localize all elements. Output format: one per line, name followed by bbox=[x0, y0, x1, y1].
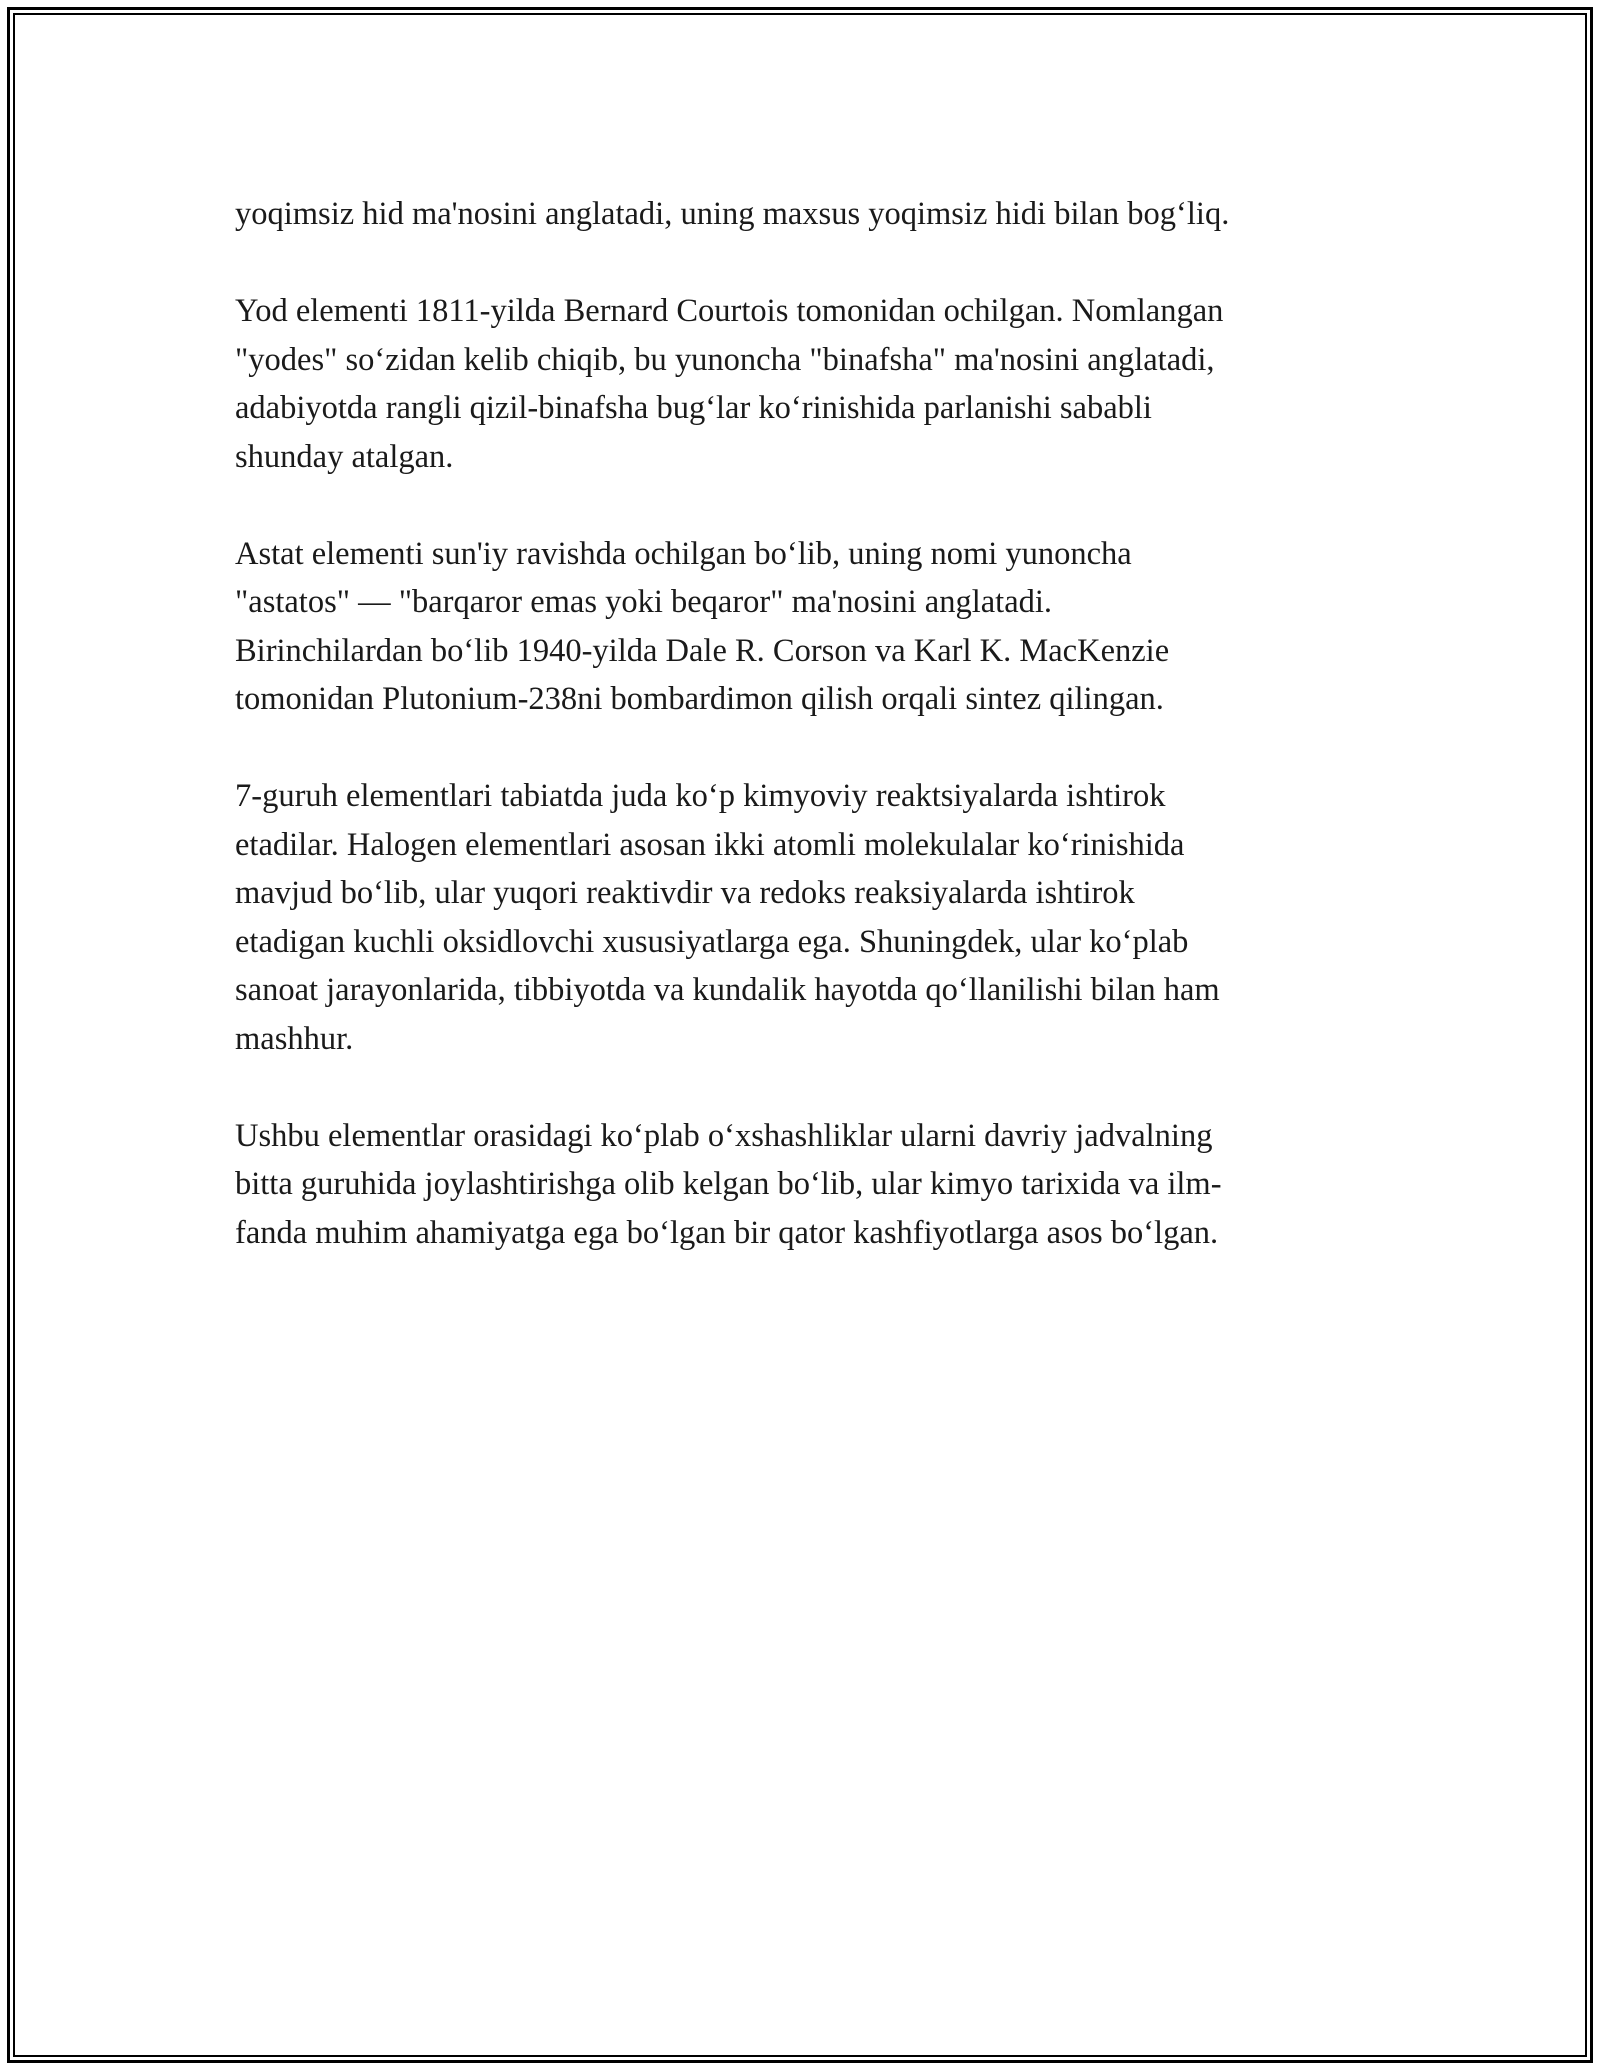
paragraph-3: Astat elementi sun'iy ravishda ochilgan bo‘lib, uning nomi yunoncha "astatos" — "barqaror emas yoki beqaror" ma'nosini anglatadi. Birinchilardan bo‘lib 1940-yilda Dale R. Corson va Karl K. MacKenzie tomonidan Plutonium-238ni bombardimon qilish orqali sintez qilingan. bbox=[235, 535, 1170, 717]
paragraph-5: Ushbu elementlar orasidagi ko‘plab o‘xshashliklar ularni davriy jadvalning bitta guruhida joylashtirishga olib kelgan bo‘lib, ular kimyo tarixida va ilm- fanda muhim ahamiyatga ega bo‘lgan bir qator kashfiyotlarga asos bo‘lgan. bbox=[235, 1117, 1222, 1251]
paragraph-4: 7-guruh elementlari tabiatda juda ko‘p kimyoviy reaktsiyalarda ishtirok etadilar. Halogen elementlari asosan ikki atomli molekulalar ko‘rinishida mavjud bo‘lib, ular yuqori reaktivdir va redoks reaksiyalarda ishtirok etadigan kuchli oksidlovchi xususiyatlarga ega. Shuningdek, ular ko‘plab sanoat jarayonlarida, tibbiyotda va kundalik hayotda qo‘llanilishi bilan ham mashhur. bbox=[235, 778, 1220, 1057]
paragraph-2: Yod elementi 1811-yilda Bernard Courtois tomonidan ochilgan. Nomlangan "yodes" so‘zidan kelib chiqib, bu yunoncha "binafsha" ma'nosini anglatadi, adabiyotda rangli qizil-binafsha bug‘lar ko‘rinishida parlanishi sababli shunday atalgan. bbox=[235, 293, 1224, 475]
paragraph-1: yoqimsiz hid ma'nosini anglatadi, uning maxsus yoqimsiz hidi bilan bog‘liq. bbox=[235, 196, 1230, 232]
document-body bbox=[235, 190, 1375, 1306]
